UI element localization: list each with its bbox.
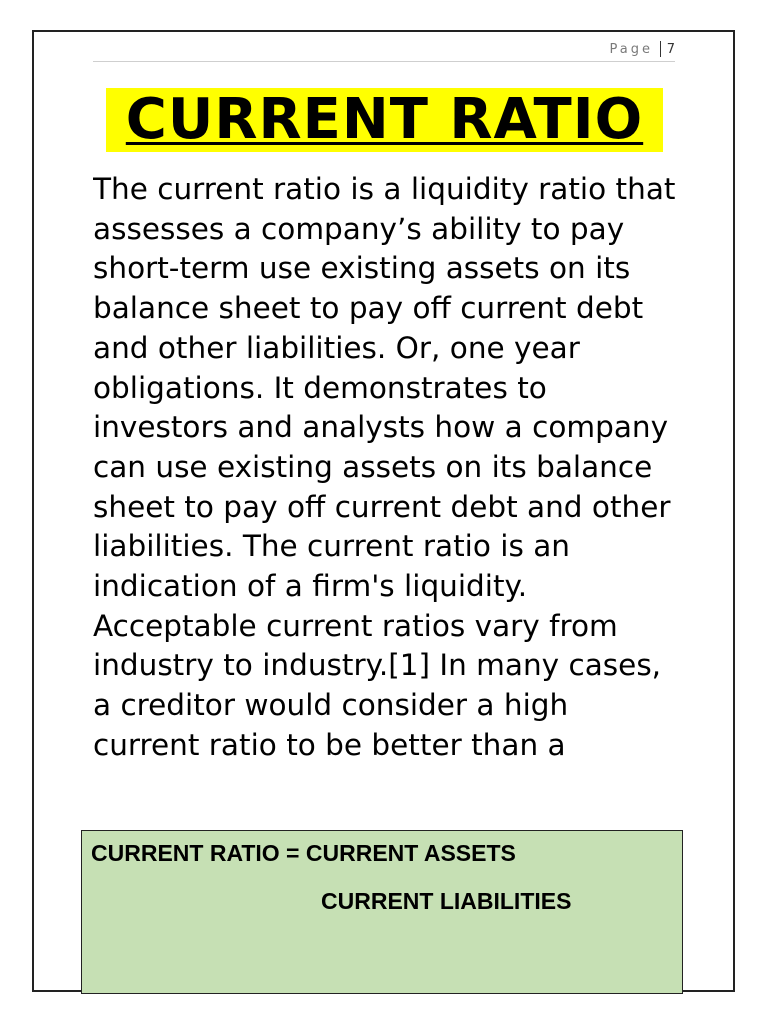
header-separator (660, 41, 661, 57)
formula-box (81, 830, 683, 994)
formula-numerator: CURRENT RATIO = CURRENT ASSETS (91, 840, 516, 866)
page-label: Page (609, 42, 653, 57)
body-text-area (93, 170, 683, 830)
title-highlight (106, 88, 663, 152)
page-header (93, 42, 675, 62)
page-number: 7 (666, 42, 675, 57)
formula-denominator: CURRENT LIABILITIES (321, 888, 572, 914)
page-title: CURRENT RATIO (125, 87, 644, 152)
body-paragraph: The current ratio is a liquidity ratio that assesses a company’s ability to pay short-term use existing assets on its balance sheet to pay off current debt and other liabilities. Or, one year obligations. It demonstrates to investors and analysts how a company can use existing assets on its balance sheet to pay off current debt and other liabilities. The current ratio is an indication of a firm's liquidity. Acceptable current ratios vary from industry to industry.[1] In many cases, a creditor would consider a high current ratio to be better than a (93, 172, 676, 762)
